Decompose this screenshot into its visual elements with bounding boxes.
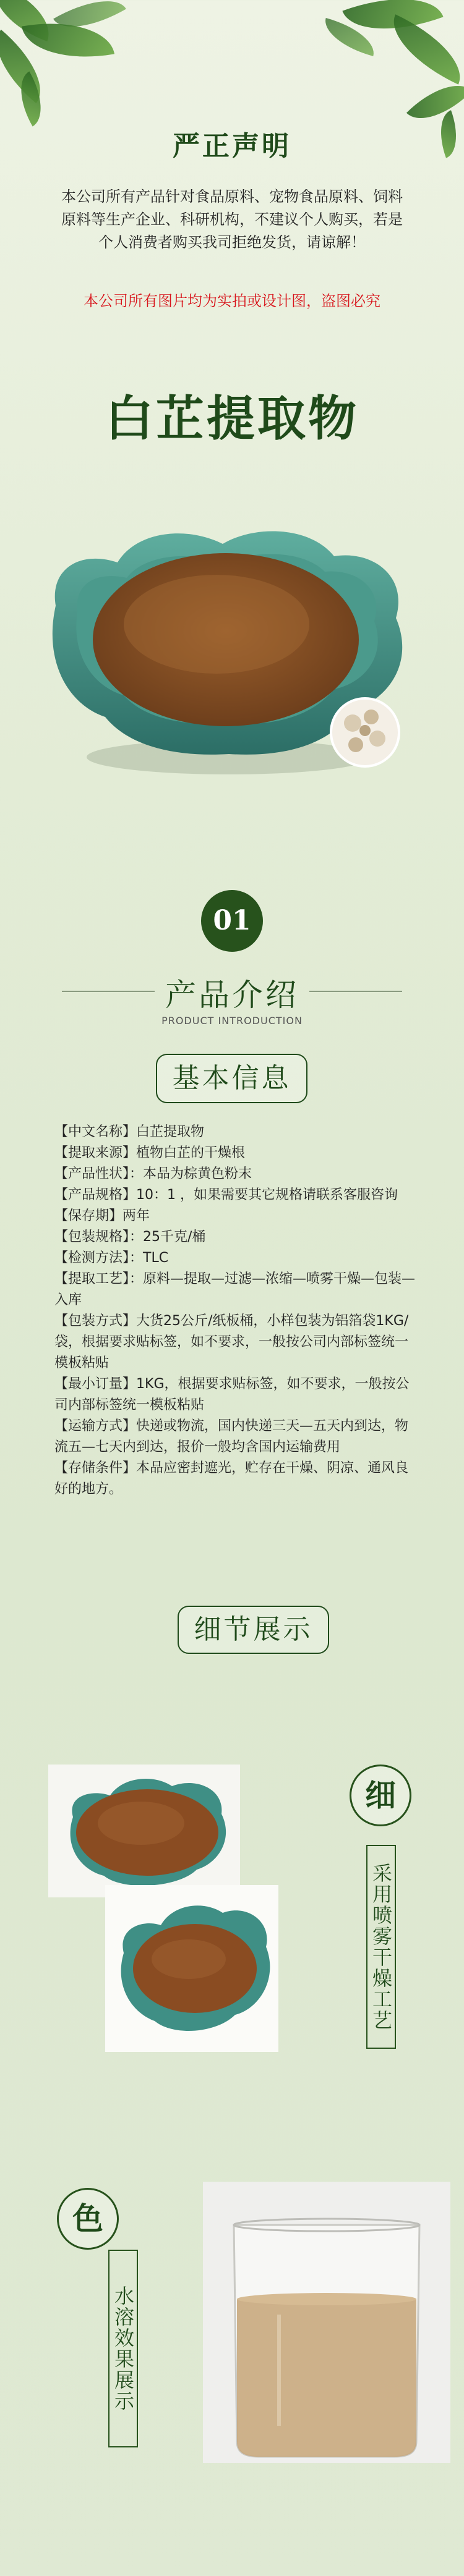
section-number-badge: 01 <box>201 890 263 952</box>
declaration-warning: 本公司所有图片均为实拍或设计图，盗图必究 <box>84 292 380 310</box>
declaration-body: 本公司所有产品针对食品原料、宠物食品原料、饲料原料等生产企业、科研机构，不建议个人购买，若是个人消费者购买我司拒绝发货，请谅解！ <box>61 188 403 251</box>
info-row: 【产品性状】：本品为棕黄色粉末 <box>54 1166 252 1182</box>
info-row: 【产品规格】10：1 ，如果需要其它规格请联系客服咨询 <box>54 1187 398 1203</box>
basic-info-label: 基本信息 <box>156 1054 307 1103</box>
fine-description: 采用喷雾干燥工艺 <box>369 1863 393 2031</box>
info-row: 【中文名称】白芷提取物 <box>54 1124 205 1140</box>
info-row: 【提取工艺】：原料—提取—过滤—浓缩—喷雾干燥—包装—入库 <box>54 1271 416 1308</box>
product-title: 白芷提取物 <box>105 391 359 447</box>
info-row: 【包装规格】：25千克/桶 <box>54 1229 206 1245</box>
product-info-list <box>54 1122 419 1500</box>
water-solubility-photo <box>203 2182 450 2463</box>
declaration-title: 严正声明 <box>173 130 291 162</box>
info-row: 【运输方式】快递或物流，国内快递三天—五天内到达，物流五—七天内到达，报价一般均含国内运输费用 <box>54 1418 409 1455</box>
detail-label: 细节展示 <box>178 1606 329 1654</box>
color-char-badge: 色 <box>57 2188 119 2250</box>
section-title: 产品介绍 <box>165 977 299 1013</box>
info-row: 【提取来源】植物白芷的干燥根 <box>54 1145 246 1161</box>
fine-description-frame <box>366 1845 396 2049</box>
info-row: 【最小订量】1KG，根据要求贴标签，如不要求，一般按公司内部标签统一模板粘贴 <box>54 1376 410 1413</box>
color-description: 水溶效果展示 <box>111 2286 135 2412</box>
color-description-frame <box>108 2250 138 2447</box>
detail-photo-powder-1 <box>48 1765 240 1897</box>
detail-photo-powder-2 <box>105 1885 278 2052</box>
info-row: 【检测方法】：TLC <box>54 1250 169 1266</box>
info-row: 【保存期】两年 <box>54 1208 150 1224</box>
fine-char-badge: 细 <box>350 1765 411 1826</box>
info-row: 【包装方式】大货25公斤/纸板桶，小样包装为铝箔袋1KG/袋，根据要求贴标签，如不要求，一般按公司内部标签统一模板粘贴 <box>54 1313 409 1371</box>
section-subtitle: PRODUCT INTRODUCTION <box>161 1015 303 1027</box>
product-bowl-image <box>43 513 415 785</box>
info-row: 【存储条件】本品应密封遮光，贮存在干燥、阴凉、通风良好的地方。 <box>54 1460 409 1497</box>
